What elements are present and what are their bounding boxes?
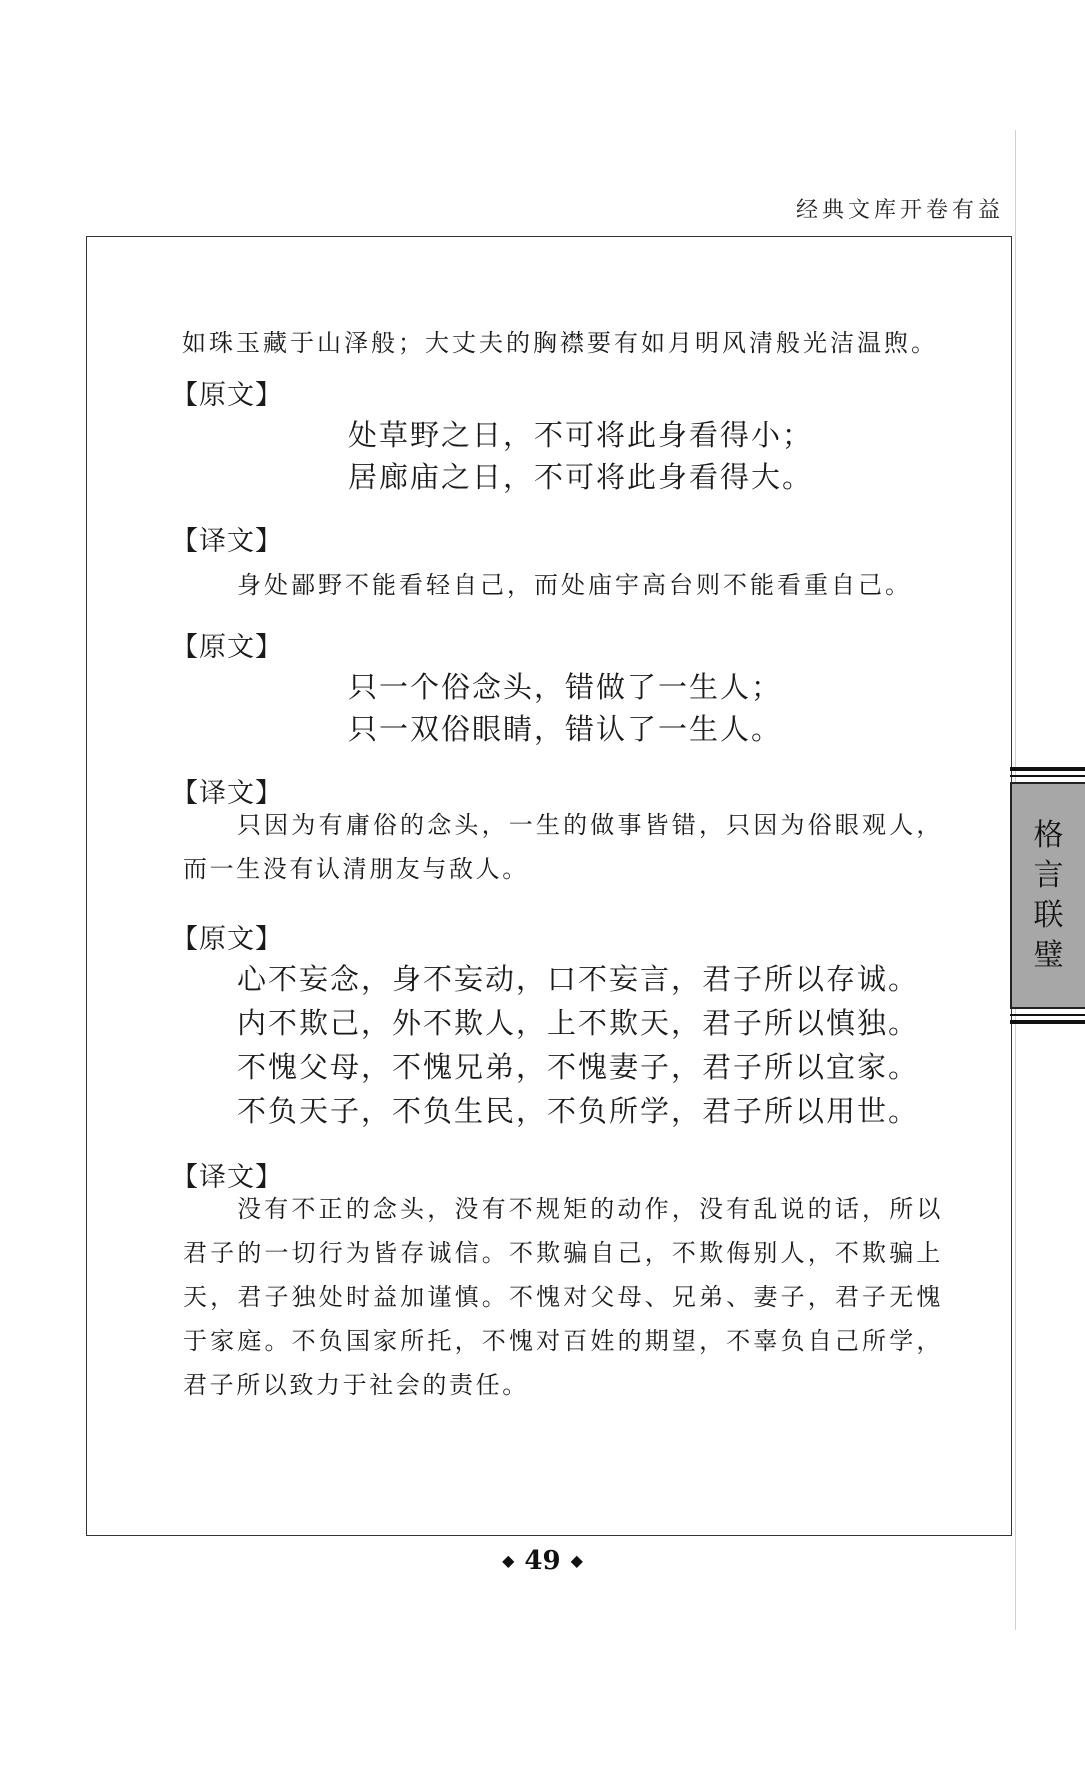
original-line: 居廊庙之日，不可将此身看得大。: [348, 460, 814, 494]
original-label: 【原文】: [171, 632, 283, 663]
running-header: 经典文库开卷有益: [795, 198, 1004, 223]
translation-label: 【译文】: [171, 778, 283, 809]
translation-text: 没有不正的念头，没有不规矩的动作，没有乱说的话，所以君子的一切行为皆存诚信。不欺骗自己，不欺侮别人，不欺骗上天，君子独处时益加谨慎。不愧对父母、兄弟、妻子，君子无愧于家庭。不负国家所托，不愧对百姓的期望，不辜负自己所学，君子所以致力于社会的责任。: [183, 1195, 943, 1399]
section-side-tab: [1010, 767, 1085, 1024]
original-line: 只一双俗眼睛，错认了一生人。: [348, 712, 783, 746]
intro-line: 如珠玉藏于山泽般；大丈夫的胸襟要有如月明风清般光洁温煦。: [182, 329, 938, 357]
original-line: 不负天子，不负生民，不负所学，君子所以用世。: [237, 1094, 920, 1128]
original-line: 处草野之日，不可将此身看得小；: [348, 418, 814, 452]
diamond-ornament-icon: ◆: [502, 1551, 515, 1570]
side-tab-char: 言: [1033, 857, 1064, 893]
original-label: 【原文】: [171, 924, 283, 955]
side-tab-box: [1010, 782, 1085, 1009]
content-frame: [86, 236, 1012, 1536]
diamond-ornament-icon: ◆: [570, 1551, 583, 1570]
original-line: 只一个俗念头，错做了一生人；: [348, 670, 783, 704]
original-label: 【原文】: [171, 380, 283, 411]
translation-label: 【译文】: [171, 1162, 283, 1193]
side-tab-char: 联: [1033, 897, 1064, 933]
page-footer: [0, 1546, 1085, 1576]
translation-text: 只因为有庸俗的念头，一生的做事皆错，只因为俗眼观人，而一生没有认清朋友与敌人。: [183, 811, 943, 883]
page-number: 49: [524, 1546, 561, 1576]
original-line: 心不妄念，身不妄动，口不妄言，君子所以存诚。: [237, 962, 920, 996]
translation-label: 【译文】: [171, 526, 283, 557]
side-tab-char: 格: [1033, 817, 1064, 853]
side-tab-char: 璧: [1033, 937, 1064, 973]
original-line: 内不欺己，外不欺人，上不欺天，君子所以慎独。: [237, 1006, 920, 1040]
translation-text: 身处鄙野不能看轻自己，而处庙宇高台则不能看重自己。: [237, 571, 912, 599]
original-line: 不愧父母，不愧兄弟，不愧妻子，君子所以宜家。: [237, 1050, 920, 1084]
